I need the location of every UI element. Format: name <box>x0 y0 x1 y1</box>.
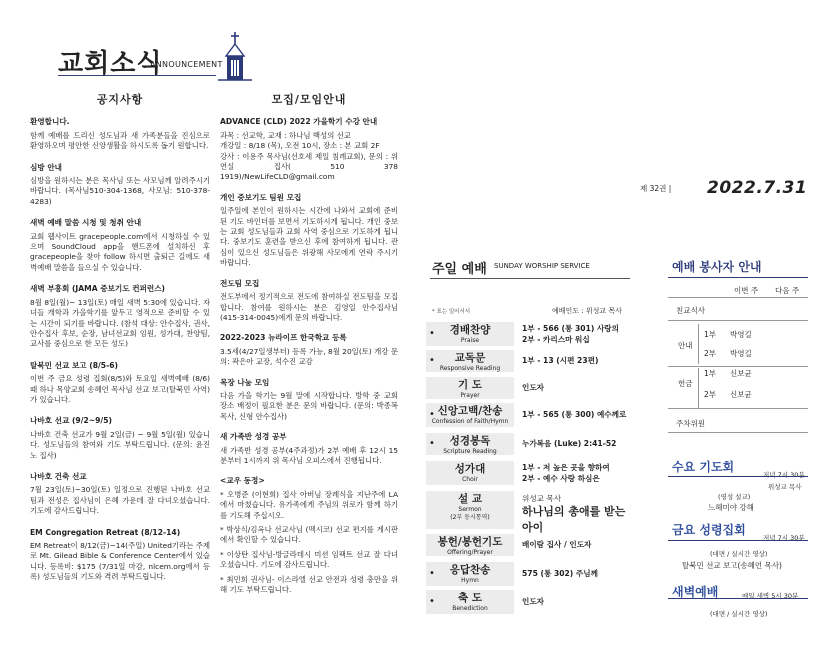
wednesday-note: (영성 설교) <box>718 493 751 501</box>
dawn-time: 매일 새벽 5시 30분 <box>742 592 799 600</box>
worship-item-en: Offering/Prayer <box>447 549 493 556</box>
worship-content <box>522 438 616 449</box>
member-news-item: * 최민희 권사님- 이스라엘 선교 안전과 성령 충만을 위해 기도 부탁드립니다. <box>220 574 398 595</box>
worship-item-ko: 경배찬양 <box>449 324 491 336</box>
worship-label <box>426 377 514 399</box>
worship-content <box>522 323 619 345</box>
stand-dot-icon: • <box>429 409 435 420</box>
dawn-title: 새벽예배 <box>672 585 719 599</box>
notice-body: 함께 예배를 드리신 성도님과 새 가족분들을 진심으로 환영하오며 평안한 신앙생활을 하시도록 돕기 원합니다. <box>30 130 210 151</box>
servers-title-bar <box>668 277 808 278</box>
offering-name-1: 신보균 <box>730 369 752 378</box>
divider <box>668 366 808 367</box>
title-underline <box>58 75 216 76</box>
worship-line: 575 (통 302) 주님께 <box>522 569 598 578</box>
recruit-column <box>220 95 398 599</box>
parking-label: 주차위원 <box>676 419 705 428</box>
worship-label <box>426 461 514 485</box>
worship-content <box>522 568 598 579</box>
offering-part-2: 2부 <box>704 390 717 399</box>
offering-name-2: 신보균 <box>730 390 752 399</box>
worship-item-en: Praise <box>460 337 480 344</box>
worship-label <box>426 322 514 346</box>
worship-content <box>522 355 598 366</box>
worship-line: 2부 - 예수 사랑 하심은 <box>522 474 600 483</box>
stand-note: * 표는 일어서서 <box>432 309 471 315</box>
divider <box>668 408 808 409</box>
recruit-title: <교우 동정> <box>220 476 265 486</box>
wednesday-title-bar <box>668 476 808 477</box>
worship-row-1 <box>426 322 636 346</box>
page-subtitle: ANNOUNCEMENT <box>150 60 223 69</box>
worship-line: 배이람 집사 / 인도자 <box>522 540 592 549</box>
notice-title: 새벽 예배 말씀 시청 및 청취 안내 <box>30 218 142 228</box>
church-icon <box>214 30 256 82</box>
recruit-body: 과목 : 선교학, 교재 : 하나님 백성의 선교 개강일 : 8/18 (목), 오전 10시, 장소 : 본 교회 2F 강사 : 이용주 목사님(선호세 제일 침례교회), 문의 : 위연실 집사( 510 378 1919)/NewLifeCLD@gmail.com <box>220 130 398 182</box>
worship-content <box>522 409 626 420</box>
friday-title: 금요 성령집회 <box>672 523 746 537</box>
recruit-title: 목장 나눔 모임 <box>220 377 270 387</box>
worship-line: 1부 - 566 (통 301) 사랑의 <box>522 324 619 333</box>
worship-item-en: Choir <box>462 476 478 483</box>
worship-item-ko: 축 도 <box>458 592 482 604</box>
recruit-title: ADVANCE (CLD) 2022 가을학기 수강 안내 <box>220 117 378 127</box>
worship-row-6 <box>426 461 636 485</box>
worship-item-en-note: (2부 동시통역) <box>450 514 490 521</box>
stand-dot-icon: • <box>429 355 435 366</box>
notice-title: 환영합니다. <box>30 117 70 127</box>
worship-content <box>522 382 544 393</box>
wednesday-time: 저녁 7시 30분 <box>763 471 805 479</box>
divider <box>668 297 808 298</box>
worship-line: 1부 - 저 높은 곳을 향하여 <box>522 463 610 472</box>
stand-dot-icon: • <box>429 438 435 449</box>
worship-content <box>522 462 610 484</box>
worship-rule <box>430 278 630 279</box>
worship-line: 하나님의 총애를 받는 아이 <box>522 505 626 534</box>
recruit-title: 전도팀 모집 <box>220 278 260 288</box>
worship-label <box>426 403 514 427</box>
notice-title: EM Congregation Retreat (8/12-14) <box>30 527 181 537</box>
friday-note: (대면 / 실시간 영상) <box>710 550 768 558</box>
notices-list <box>30 117 210 582</box>
notice-body: 7월 23일(토)~30일(토) 일정으로 진행된 나바호 선교팀과 전성은 집사님이 은혜 가운데 잘 다녀오셨습니다. 기도에 감사드립니다. <box>30 485 210 516</box>
guide-part-2: 2부 <box>704 349 717 358</box>
friday-speaker: 탈북민 선교 보고(송혜언 목사) <box>682 561 782 570</box>
worship-line: 1부 - 13 (시편 23편) <box>522 356 599 365</box>
guide-label: 안내 <box>678 341 693 350</box>
worship-item-en: Prayer <box>460 392 480 399</box>
worship-item-ko: 설 교 <box>458 493 482 505</box>
worship-label <box>426 433 514 455</box>
notice-title: 탈북민 선교 보고 (8/5-6) <box>30 360 118 370</box>
recruit-heading: 모집/모임안내 <box>271 93 347 106</box>
worship-content <box>522 539 591 550</box>
guide-name-2: 박영길 <box>730 349 752 358</box>
worship-item-ko: 신앙고백/찬송 <box>437 405 503 417</box>
worship-line: 인도자 <box>522 597 545 606</box>
worship-item-ko: 응답찬송 <box>449 564 491 576</box>
servers-title: 예배 봉사자 안내 <box>672 260 762 274</box>
worship-label <box>426 562 514 586</box>
divider <box>668 320 808 321</box>
worship-line: 1부 - 565 (통 300) 예수께로 <box>522 410 627 419</box>
notice-title: 심방 안내 <box>30 162 62 172</box>
worship-title-en: SUNDAY WORSHIP SERVICE <box>494 262 590 270</box>
worship-line: 2부 - 카리스마 워십 <box>522 335 590 344</box>
recruit-title: 새 가족반 성경 공부 <box>220 432 287 442</box>
wednesday-speaker: 느헤미야 강해 <box>708 503 754 512</box>
recruit-body: 다음 가을 학기는 9월 말에 시작합니다. 방학 중 교회 장소 배정이 필요한 분은 문의 바랍니다. (문의: 박종복 목사, 신형 안수집사) <box>220 390 398 421</box>
divider <box>668 432 808 433</box>
recruit-body: 3.5세(4/27일생부터) 등록 가능, 8월 20일(토) 개강 문의: 곽은아 교장, 석수진 교감 <box>220 346 398 367</box>
stand-dot-icon: • <box>429 596 435 607</box>
worship-row-3 <box>426 377 636 399</box>
notice-title: 나바호 선교 (9/2~9/5) <box>30 416 112 426</box>
worship-row-7 <box>426 491 636 534</box>
dawn-note: (대면 / 실시간 영상) <box>710 610 768 618</box>
worship-row-8 <box>426 534 636 556</box>
member-news-item: * 이상탄 집사님-방글라데시 미션 임팩트 선교 잘 다녀오셨습니다. 기도에 감사드립니다. <box>220 549 398 570</box>
worship-item-en: Benediction <box>452 605 488 612</box>
worship-line: 인도자 <box>522 383 545 392</box>
this-week-header: 이번 주 <box>734 286 759 295</box>
worship-label <box>426 590 514 614</box>
worship-item-en: Sermon <box>458 506 482 513</box>
worship-item-ko: 교독문 <box>454 352 486 364</box>
worship-row-10 <box>426 590 636 614</box>
worship-item-en: Confession of Faith/Hymn <box>431 418 509 425</box>
divider <box>698 368 699 408</box>
worship-content <box>522 493 636 536</box>
worship-row-9 <box>426 562 636 586</box>
notices-heading: 공지사항 <box>96 93 144 106</box>
worship-row-2 <box>426 350 636 372</box>
wednesday-leader: 위성교 목사 <box>768 483 802 491</box>
notice-body: 심방을 원하시는 분은 목사님 또는 사모님께 알려주시기 바랍니다. (목사님510-304-1368, 사모님: 510-378-4283) <box>30 176 210 206</box>
stand-dot-icon: • <box>429 328 435 339</box>
notice-title: 나바호 건축 선교 <box>30 471 87 481</box>
recruit-body: 일주일에 본인이 원하시는 시간에 나와서 교회에 준비된 기도 바인더를 보면서 기도하시게 됩니다. 개인 중보는 교회 성도님들과 교회 사역 중심으로 기도하게 됩니다. 중보기도 훈련을 받으신 후에 참여하게 됩니다. 관심이 있으신 성도님들은 위광해 사모에게 연락 주시기 바랍니다. <box>220 206 398 268</box>
worship-item-en: Scripture Reading <box>443 448 497 455</box>
guide-part-1: 1부 <box>704 330 717 339</box>
dawn-title-bar <box>668 598 808 599</box>
worship-label <box>426 534 514 556</box>
friday-time: 저녁 7시 30분 <box>763 534 805 542</box>
welcome-label: 친교식사 <box>676 306 705 315</box>
next-week-header: 다음 주 <box>775 286 800 295</box>
notice-body: EM Retreat이 8/12(금)~14(주일) United기라는 주제로 Mt. Gilead Bible & Conference Center에서 있습니다. 등록비: $175 (7/31일 마감, nlcem.org에서 등록) 성도님들의 기도와 격려 부탁드립니다. <box>30 541 210 582</box>
recruit-body: 새 가족반 성경 공부(4주과정)가 2부 예배 후 12시 15분부터 1시까지 위 목사님 오피스에서 진행됩니다. <box>220 445 398 465</box>
worship-item-en: Hymn <box>461 577 479 584</box>
member-news-item: * 오병준 (이현희) 집사 아버님 장례식을 지난주에 LA에서 마쳤습니다. 유가족에게 주님의 위로가 함께 하기를 기도해 주십시오. <box>220 489 398 520</box>
recruit-title: 개인 중보기도 팀원 모집 <box>220 192 302 202</box>
notice-body: 교회 웹사이트 gracepeople.com에서 시청하실 수 있으며 SoundCloud app을 핸드폰에 설치하신 후 gracepeople을 찾아 follow 하시면 출퇴근 길에도 새벽예배 말씀을 들으실 수 있습니다. <box>30 231 210 272</box>
worship-line: 누가복음 (Luke) 2:41-52 <box>522 439 617 448</box>
notices-column <box>30 95 210 594</box>
worship-label <box>426 350 514 372</box>
wednesday-title: 수요 기도회 <box>672 460 735 474</box>
stand-dot-icon: • <box>429 568 435 579</box>
worship-line: 위성교 목사 <box>522 494 562 503</box>
offering-label: 헌금 <box>678 379 693 388</box>
notice-body: 이번 주 금요 성령 집회(8/5)와 토요일 새벽예배 (8/6) 때 하나 목양교회 송혜언 목사님 선교 보고(탈북민 사역)가 있습니다. <box>30 374 210 404</box>
notice-body: 8월 8일(월)~ 13일(토) 매일 새벽 5:30에 있습니다. 자녀들 개학과 가을학기를 앞두고 영적으로 준비할 수 있는 시간이 되기를 바랍니다. (참석 대상: 안수집사, 권사, 안수집사 후보, 순장, 남녀선교회 임원, 성가대, 찬양팀, 교사를 중심으로 한 모든 성도) <box>30 297 210 349</box>
worship-leader: 예배인도 : 위성교 목사 <box>552 307 622 315</box>
worship-item-ko: 봉헌/봉헌기도 <box>437 536 503 548</box>
worship-title: 주일 예배 <box>432 262 487 277</box>
worship-item-en: Responsive Reading <box>439 365 501 372</box>
notice-body: 나바호 건축 선교가 9월 2일(금) ~ 9월 5일(월) 있습니다. 성도님들의 참여와 기도 부탁드립니다. (문의: 윤진노 집사) <box>30 429 210 460</box>
bulletin-date: 2022.7.31 <box>707 178 808 198</box>
worship-item-ko: 기 도 <box>458 379 482 391</box>
guide-name-1: 박영길 <box>730 330 752 339</box>
friday-title-bar <box>668 540 808 541</box>
recruit-list <box>220 117 398 595</box>
offering-part-1: 1부 <box>704 369 717 378</box>
divider <box>698 324 699 364</box>
worship-content <box>522 596 544 607</box>
worship-item-ko: 성가대 <box>454 463 486 475</box>
worship-item-ko: 성경봉독 <box>449 435 491 447</box>
recruit-title: 2022-2023 뉴라이프 한국학교 등록 <box>220 333 347 343</box>
worship-row-5 <box>426 433 636 455</box>
issue-number: 제 32권 | <box>640 184 672 193</box>
notice-title: 새벽 부흥회 (JAMA 중보기도 컨퍼런스) <box>30 284 166 294</box>
member-news-item: * 박상식/김옥나 선교사님 (멕시코) 선교 편지를 게시판에서 확인할 수 있습니다. <box>220 525 398 545</box>
worship-label <box>426 491 514 529</box>
recruit-body: 전도부에서 정기적으로 전도에 참여하실 전도팀을 모집합니다. 참여를 원하시는 분은 김영일 안수집사님 (415-314-0045)에게 문의 바랍니다. <box>220 292 398 322</box>
worship-row-4 <box>426 403 636 427</box>
page-title: 교회소식 <box>58 49 163 79</box>
